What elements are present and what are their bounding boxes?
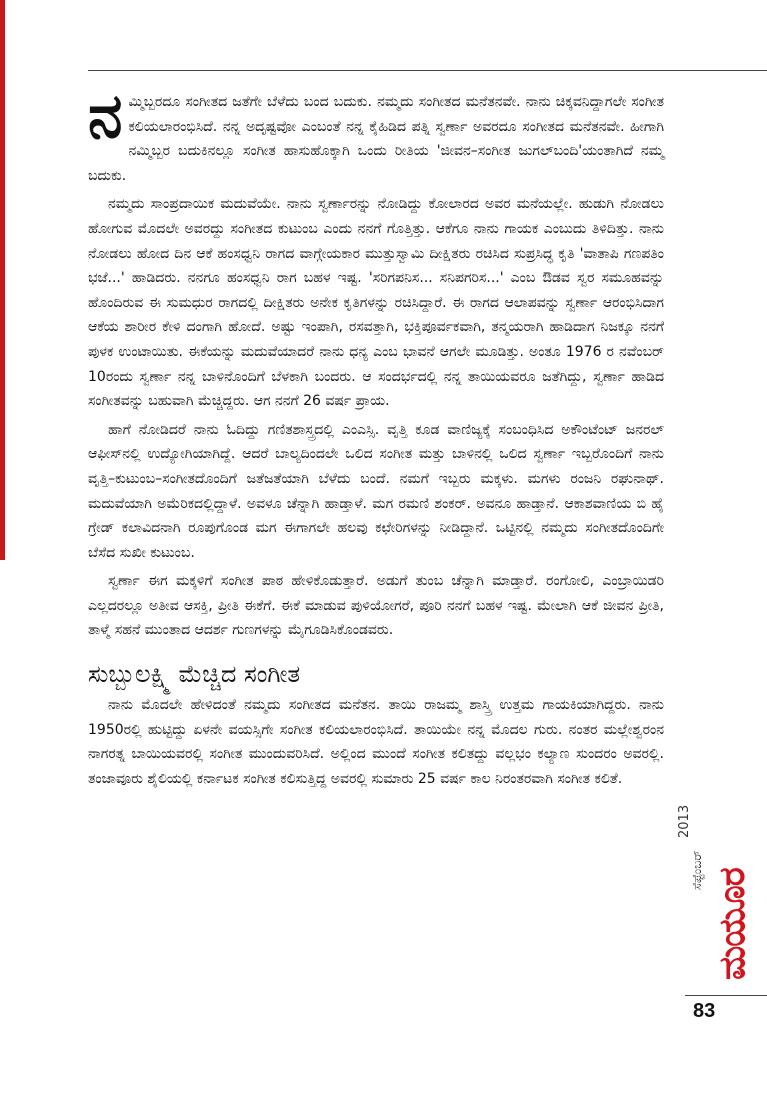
paragraph-5: ನಾನು ಮೊದಲೇ ಹೇಳಿದಂತೆ ನಮ್ಮದು ಸಂಗೀತದ ಮನೆತನ. ತಾಯಿ ರಾಜಮ್ಮ ಶಾಸ್ತ್ರಿ ಉತ್ತಮ ಗಾಯಕಿಯಾಗಿದ್ದರು. ನಾನು 1950ರಲ್ಲಿ ಹುಟ್ಟಿದ್ದು ಏಳನೇ ವಯಸ್ಸಿಗೇ ಸಂಗೀತ ಕಲಿಯಲಾರಂಭಿಸಿದೆ. ತಾಯಿಯೇ ನನ್ನ ಮೊದಲ ಗುರು. ನಂತರ ಮಲ್ಲೇಶ್ವರಂನ ನಾಗರತ್ನ ಬಾಯಿಯವರಲ್ಲಿ ಸಂಗೀತ ಮುಂದುವರಿಸಿದೆ. ಅಲ್ಲಿಂದ ಮುಂದೆ ಸಂಗೀತ ಕಲಿತದ್ದು ವಲ್ಲಭಂ ಕಲ್ಯಾಣ ಸುಂದರಂ ಅವರಲ್ಲಿ. ತಂಜಾವೂರು ಶೈಲಿಯಲ್ಲಿ ಕರ್ನಾಟಕ ಸಂಗೀತ ಕಲಿಸುತ್ತಿದ್ದ ಅವರಲ್ಲಿ ಸುಮಾರು 25 ವರ್ಷ ಕಾಲ ನಿರಂತರವಾಗಿ ಸಂಗೀತ ಕಲಿತೆ.	[88, 697, 664, 787]
edge-color-stripe	[0, 0, 5, 560]
top-rule	[88, 70, 767, 71]
paragraph-1-text: ಮ್ಮಿಬ್ಬರದೂ ಸಂಗೀತದ ಜತೆಗೇ ಬೆಳೆದು ಬಂದ ಬದುಕು. ನಮ್ಮದು ಸಂಗೀತದ ಮನೆತನವೇ. ನಾನು ಚಿಕ್ಕವನಿದ್ದಾಗಲೇ ಸಂಗೀತ ಕಲಿಯಲಾರಂಭಿಸಿದೆ. ನನ್ನ ಅದೃಷ್ಟವೋ ಎಂಬಂತೆ ನನ್ನ ಕೈಹಿಡಿದ ಪತ್ನಿ ಸ್ವರ್ಣಾ ಅವರದೂ ಸಂಗೀತದ ಮನೆತನವೇ. ಹೀಗಾಗಿ ನಮ್ಮಿಬ್ಬರ ಬದುಕಿನಲ್ಲೂ ಸಂಗೀತ ಹಾಸುಹೊಕ್ಕಾಗಿ ಒಂದು ರೀತಿಯ 'ಜೀವನ–ಸಂಗೀತ ಜುಗಲ್‌ಬಂದಿ'ಯಂತಾಗಿದೆ ನಮ್ಮ ಬದುಕು.	[88, 94, 664, 184]
paragraph-3: ಹಾಗೆ ನೋಡಿದರೆ ನಾನು ಓದಿದ್ದು ಗಣಿತಶಾಸ್ತ್ರದಲ್ಲಿ ಎಂಎಸ್ಸಿ. ವೃತ್ತಿ ಕೂಡ ವಾಣಿಜ್ಯಕ್ಕೆ ಸಂಬಂಧಿಸಿದ ಅಕೌಂಟೆಂಟ್ ಜನರಲ್ ಆಫೀಸ್‌ನಲ್ಲಿ ಉದ್ಯೋಗಿಯಾಗಿದ್ದೆ. ಆದರೆ ಬಾಲ್ಯದಿಂದಲೇ ಒಲಿದ ಸಂಗೀತ ಮತ್ತು ಬಾಳಿನಲ್ಲಿ ಒಲಿದ ಸ್ವರ್ಣಾ ಇಬ್ಬರೊಂದಿಗೆ ನಾನು ವೃತ್ತಿ–ಕುಟುಂಬ–ಸಂಗೀತದೊಂದಿಗೆ ಜತೆಜತೆಯಾಗಿ ಬೆಳೆದು ಬಂದೆ. ನಮಗೆ ಇಬ್ಬರು ಮಕ್ಕಳು. ಮಗಳು ರಂಜನಿ ರಘುನಾಥ್. ಮದುವೆಯಾಗಿ ಅಮೆರಿಕದಲ್ಲಿದ್ದಾಳೆ. ಅವಳೂ ಚೆನ್ನಾಗಿ ಹಾಡ್ತಾಳೆ. ಮಗ ರಮಣಿ ಶಂಕರ್. ಅವನೂ ಹಾಡ್ತಾನೆ. ಆಕಾಶವಾಣಿಯ ಬಿ ಹೈ ಗ್ರೇಡ್ ಕಲಾವಿದನಾಗಿ ರೂಪುಗೊಂಡ ಮಗ ಈಗಾಗಲೇ ಹಲವು ಕಛೇರಿಗಳನ್ನು ನೀಡಿದ್ದಾನೆ. ಒಟ್ಟಿನಲ್ಲಿ ನಮ್ಮದು ಸಂಗೀತದೊಂದಿಗೇ ಬೆಸೆದ ಸುಖೀ ಕುಟುಂಬ.	[88, 421, 664, 561]
paragraph-1	[88, 79, 664, 188]
paragraph-4: ಸ್ವರ್ಣಾ ಈಗ ಮಕ್ಕಳಿಗೆ ಸಂಗೀತ ಪಾಠ ಹೇಳಿಕೊಡುತ್ತಾರೆ. ಅಡುಗೆ ತುಂಬ ಚೆನ್ನಾಗಿ ಮಾಡ್ತಾರೆ. ರಂಗೋಲಿ, ಎಂಬ್ರಾಯಿಡರಿ ಎಲ್ಲದರಲ್ಲೂ ಅತೀವ ಆಸಕ್ತಿ, ಪ್ರೀತಿ ಈಕೆಗೆ. ಈಕೆ ಮಾಡುವ ಪುಳಿಯೋಗರೆ, ಪೂರಿ ನನಗೆ ಬಹಳ ಇಷ್ಟ. ಮೇಲಾಗಿ ಆಕೆ ಜೀವನ ಪ್ರೀತಿ, ತಾಳ್ಮೆ ಸಹನೆ ಮುಂತಾದ ಆದರ್ಶ ಗುಣಗಳನ್ನು ಮೈಗೂಡಿಸಿಕೊಂಡವರು.	[88, 573, 664, 639]
page-number-rule	[685, 995, 767, 996]
issue-month: ಸೆಪ್ಟೆಂಬರ್	[690, 850, 704, 890]
issue-year: 2013	[677, 804, 692, 838]
article-body	[88, 79, 664, 791]
section-subheading: ಸುಬ್ಬುಲಕ್ಷ್ಮಿ ಮೆಚ್ಚಿದ ಸಂಗೀತ	[88, 660, 301, 689]
page-number: 83	[693, 1000, 716, 1022]
magazine-logo: ಮಯೂರ	[712, 868, 753, 980]
drop-cap: ನ	[88, 79, 123, 152]
paragraph-2: ನಮ್ಮದು ಸಾಂಪ್ರದಾಯಿಕ ಮದುವೆಯೇ. ನಾನು ಸ್ವರ್ಣಾರನ್ನು ನೋಡಿದ್ದು ಕೋಲಾರದ ಅವರ ಮನೆಯಲ್ಲೇ. ಹುಡುಗಿ ನೋಡಲು ಹೋಗುವ ಮೊದಲೇ ಅವರದ್ದು ಸಂಗೀತದ ಕುಟುಂಬ ಎಂದು ನನಗೆ ಗೊತ್ತಿತ್ತು. ಆಕೆಗೂ ನಾನು ಗಾಯಕ ಎಂಬುದು ತಿಳಿದಿತ್ತು. ನಾನು ನೋಡಲು ಹೋದ ದಿನ ಆಕೆ ಹಂಸಧ್ವನಿ ರಾಗದ ವಾಗ್ಗೇಯಕಾರ ಮುತ್ತುಸ್ವಾಮಿ ದೀಕ್ಷಿತರು ರಚಿಸಿದ ಸುಪ್ರಸಿದ್ಧ ಕೃತಿ 'ವಾತಾಪಿ ಗಣಪತಿಂ ಭಜೆ...' ಹಾಡಿದರು. ನನಗೂ ಹಂಸಧ್ವನಿ ರಾಗ ಬಹಳ ಇಷ್ಟ. 'ಸರಿಗಪನಿಸ... ಸನಿಪಗರಿಸ...' ಎಂಬ ಔಡವ ಸ್ವರ ಸಮೂಹವನ್ನು ಹೊಂದಿರುವ ಈ ಸುಮಧುರ ರಾಗದಲ್ಲಿ ದೀಕ್ಷಿತರು ಅನೇಕ ಕೃತಿಗಳನ್ನು ರಚಿಸಿದ್ದಾರೆ. ಈ ರಾಗದ ಆಲಾಪವನ್ನು ಸ್ವರ್ಣಾ ಆರಂಭಿಸಿದಾಗ ಆಕೆಯ ಶಾರೀರ ಕೇಳಿ ದಂಗಾಗಿ ಹೋದೆ. ಅಷ್ಟು ಇಂಪಾಗಿ, ರಸವತ್ತಾಗಿ, ಭಕ್ತಿಪೂರ್ವಕವಾಗಿ, ತನ್ಮಯರಾಗಿ ಹಾಡಿದಾಗ ನಿಜಕ್ಕೂ ನನಗೆ ಪುಳಕ ಉಂಟಾಯಿತು. ಈಕೆಯನ್ನು ಮದುವೆಯಾದರೆ ನಾನು ಧನ್ಯ ಎಂಬ ಭಾವನೆ ಆಗಲೇ ಮೂಡಿತ್ತು. ಅಂತೂ 1976 ರ ನವೆಂಬರ್ 10ರಂದು ಸ್ವರ್ಣಾ ನನ್ನ ಬಾಳಿನೊಂದಿಗೆ ಬೆಳಕಾಗಿ ಬಂದರು. ಆ ಸಂದರ್ಭದಲ್ಲಿ ನನ್ನ ತಾಯಿಯವರೂ ಜತೆಗಿದ್ದು, ಸ್ವರ್ಣಾ ಹಾಡಿದ ಸಂಗೀತವನ್ನು ಬಹುವಾಗಿ ಮೆಚ್ಚಿದ್ದರು. ಆಗ ನನಗೆ 26 ವರ್ಷ ಪ್ರಾಯ.	[88, 196, 664, 410]
